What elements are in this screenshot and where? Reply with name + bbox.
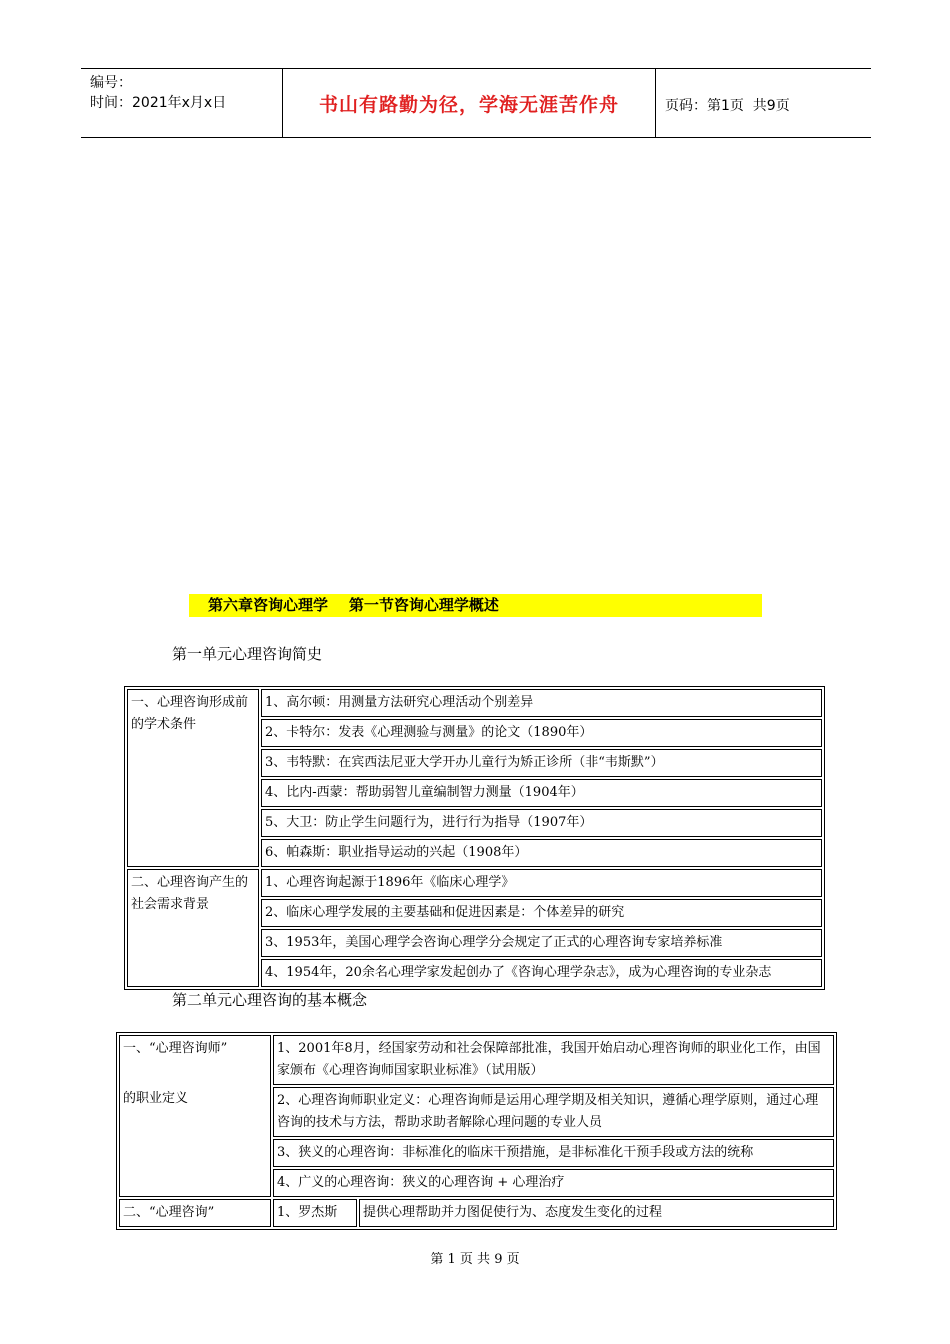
- table-cell: 2、临床心理学发展的主要基础和促进因素是：个体差异的研究: [261, 899, 822, 927]
- unit1-heading: 第一单元心理咨询简史: [172, 645, 323, 663]
- table-cell: 提供心理帮助并力图促使行为、态度发生变化的过程: [359, 1199, 834, 1227]
- table-cell: 4、比内-西蒙：帮助弱智儿童编制智力测量（1904年）: [261, 779, 822, 807]
- serial-label: 编号：: [90, 75, 132, 91]
- table-cell: 1、心理咨询起源于1896年《临床心理学》: [261, 869, 822, 897]
- table-row: [127, 869, 822, 897]
- header-page-cell: [656, 69, 871, 137]
- group-label: 二、“心理咨询”: [119, 1199, 271, 1227]
- page-info: 页码：第1页 共9页: [665, 98, 790, 114]
- table-cell: 4、1954年，20余名心理学家发起创办了《咨询心理学杂志》，成为心理咨询的专业杂志: [261, 959, 822, 987]
- table-cell: 1、罗杰斯: [273, 1199, 357, 1227]
- unit2-table: [116, 1032, 837, 1230]
- motto: 书山有路勤为径，学海无涯苦作舟: [318, 93, 619, 116]
- table-cell: 1、高尔顿：用测量方法研究心理活动个别差异: [261, 689, 822, 717]
- table-cell: 6、帕森斯：职业指导运动的兴起（1908年）: [261, 839, 822, 867]
- group-label: 一、心理咨询形成前的学术条件: [127, 689, 259, 867]
- table-cell: 2、卡特尔：发表《心理测验与测量》的论文（1890年）: [261, 719, 822, 747]
- table-cell: 3、狭义的心理咨询：非标准化的临床干预措施，是非标准化干预手段或方法的统称: [273, 1139, 834, 1167]
- page-footer: 第 1 页 共 9 页: [430, 1252, 520, 1267]
- table-cell: 3、1953年，美国心理学会咨询心理学分会规定了正式的心理咨询专家培养标准: [261, 929, 822, 957]
- group-label-line1: 一、“心理咨询师”: [123, 1041, 228, 1056]
- table-row: [127, 689, 822, 717]
- table-cell: 3、韦特默：在宾西法尼亚大学开办儿童行为矫正诊所（非“韦斯默”）: [261, 749, 822, 777]
- unit1-table: [124, 686, 825, 990]
- table-cell: 5、大卫：防止学生问题行为，进行行为指导（1907年）: [261, 809, 822, 837]
- date-label: 时间：2021年x月x日: [90, 95, 227, 111]
- table-cell: 2、心理咨询师职业定义：心理咨询师是运用心理学期及相关知识，遵循心理学原则，通过心理咨询的技术与方法，帮助求助者解除心理问题的专业人员: [273, 1087, 834, 1137]
- chapter-title: 第六章咨询心理学 第一节咨询心理学概述: [189, 594, 762, 617]
- table-row: [119, 1035, 834, 1085]
- page-header: [81, 68, 871, 138]
- group-label: [119, 1035, 271, 1197]
- group-label-line2: 的职业定义: [123, 1091, 189, 1106]
- group-label: 二、心理咨询产生的社会需求背景: [127, 869, 259, 987]
- table-row: [119, 1199, 834, 1227]
- table-cell: 1、2001年8月，经国家劳动和社会保障部批准，我国开始启动心理咨询师的职业化工作，由国家颁布《心理咨询师国家职业标准》（试用版）: [273, 1035, 834, 1085]
- header-motto-cell: [283, 69, 656, 137]
- header-left-cell: [81, 69, 283, 137]
- unit2-heading: 第二单元心理咨询的基本概念: [172, 991, 368, 1009]
- table-cell: 4、广义的心理咨询：狭义的心理咨询 + 心理治疗: [273, 1169, 834, 1197]
